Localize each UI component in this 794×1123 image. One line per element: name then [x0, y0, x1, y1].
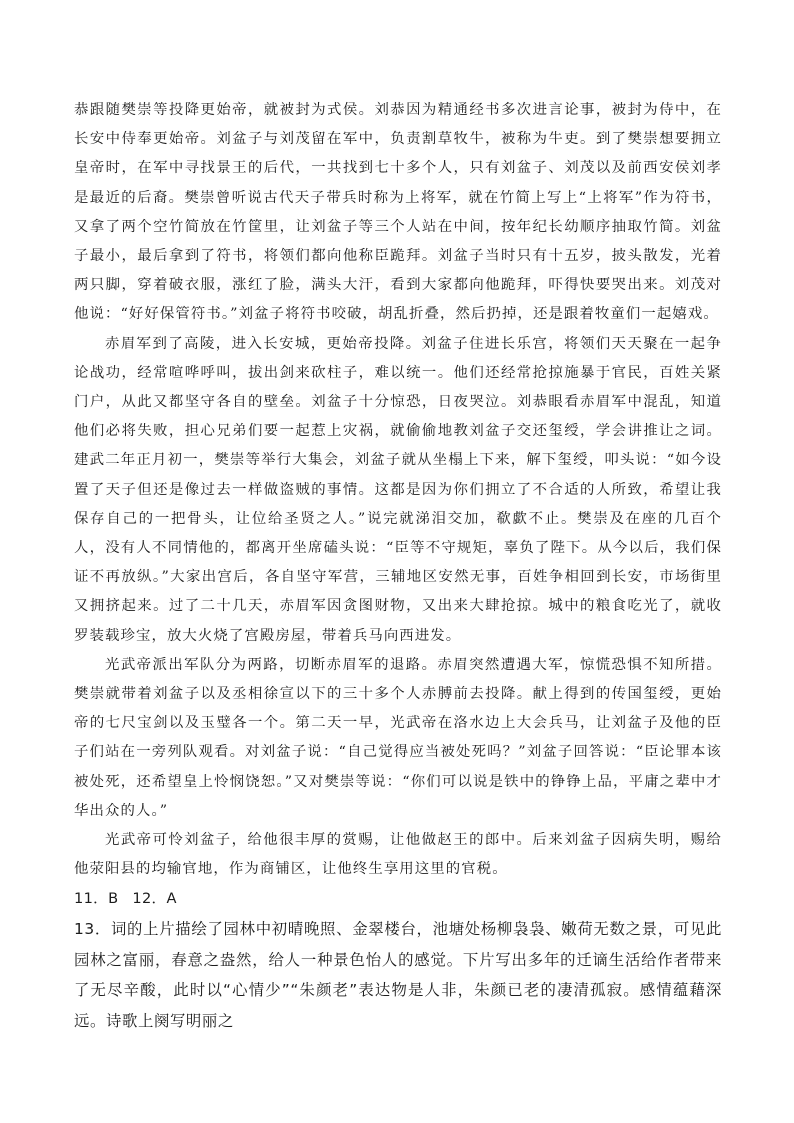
answer-12: 12．A [132, 890, 177, 908]
document-body [74, 96, 722, 1036]
answer-line [74, 884, 722, 914]
answer-11: 11．B [74, 890, 119, 908]
answer-13-explanation: 13．词的上片描绘了园林中初晴晚照、金翠楼台，池塘处杨柳袅袅、嫩荷无数之景，可见此园林之富丽，春意之盎然，给人一种景色怡人的感觉。下片写出多年的迁谪生活给作者带来了无尽辛酸，此时以“心情少”“朱颜老”表达物是人非，朱颜已老的凄清孤寂。感情蕴藉深远。诗歌上阕写明丽之 [74, 920, 722, 1030]
translation-paragraph-4: 光武帝可怜刘盆子，给他很丰厚的赏赐，让他做赵王的郎中。后来刘盆子因病失明，赐给他荥阳县的均输官地，作为商铺区，让他终生享用这里的官税。 [74, 832, 722, 878]
translation-paragraph-3: 光武帝派出军队分为两路，切断赤眉军的退路。赤眉突然遭遇大军，惊慌恐惧不知所措。樊崇就带着刘盆子以及丞相徐宣以下的三十多个人赤膊前去投降。献上得到的传国玺绶，更始帝的七尺宝剑以及玉璧各一个。第二天一早，光武帝在洛水边上大会兵马，让刘盆子及他的臣子们站在一旁列队观看。对刘盆子说：“自己觉得应当被处死吗？”刘盆子回答说：“臣论罪本该被处死，还希望皇上怜悯饶恕。”又对樊崇等说：“你们可以说是铁中的铮铮上品，平庸之辈中才华出众的人。” [74, 656, 722, 819]
translation-paragraph-1: 恭跟随樊崇等投降更始帝，就被封为式侯。刘恭因为精通经书多次进言论事，被封为侍中，在长安中侍奉更始帝。刘盆子与刘茂留在军中，负责割草牧牛，被称为牛吏。到了樊崇想要拥立皇帝时，在军中寻找景王的后代，一共找到七十多个人，只有刘盆子、刘茂以及前西安侯刘孝是最近的后裔。樊崇曾听说古代天子带兵时称为上将军，就在竹简上写上“上将军”作为符书，又拿了两个空竹简放在竹筐里，让刘盆子等三个人站在中间，按年纪长幼顺序抽取竹简。刘盆子最小，最后拿到了符书，将领们都向他称臣跪拜。刘盆子当时只有十五岁，披头散发，光着两只脚，穿着破衣服，涨红了脸，满头大汗，看到大家都向他跪拜，吓得快要哭出来。刘茂对他说：“好好保管符书。”刘盆子将符书咬破，胡乱折叠，然后扔掉，还是跟着牧童们一起嬉戏。 [74, 102, 722, 323]
translation-paragraph-2: 赤眉军到了高陵，进入长安城，更始帝投降。刘盆子住进长乐宫，将领们天天聚在一起争论战功，经常喧哗呼叫，拔出剑来砍柱子，难以统一。他们还经常抢掠施暴于官民，百姓关紧门户，从此又都坚守各自的壁垒。刘盆子十分惊恐，日夜哭泣。刘恭眼看赤眉军中混乱，知道他们必将失败，担心兄弟们要一起惹上灾祸，就偷偷地教刘盆子交还玺绶，学会讲推让之词。建武二年正月初一，樊崇等举行大集会，刘盆子就从坐榻上下来，解下玺绶，叩头说：“如今设置了天子但还是像过去一样做盗贼的事情。这都是因为你们拥立了不合适的人所致，希望让我保存自己的一把骨头，让位给圣贤之人。”说完就涕泪交加，欷歔不止。樊崇及在座的几百个人，没有人不同情他的，都离开坐席磕头说：“臣等不守规矩，辜负了陛下。从今以后，我们保证不再放纵。”大家出宫后，各自坚守军营，三辅地区安然无事，百姓争相回到长安，市场街里又拥挤起来。过了二十几天，赤眉军因贪图财物，又出来大肆抢掠。城中的粮食吃光了，就收罗装载珍宝，放大火烧了宫殿房屋，带着兵马向西进发。 [74, 335, 722, 644]
